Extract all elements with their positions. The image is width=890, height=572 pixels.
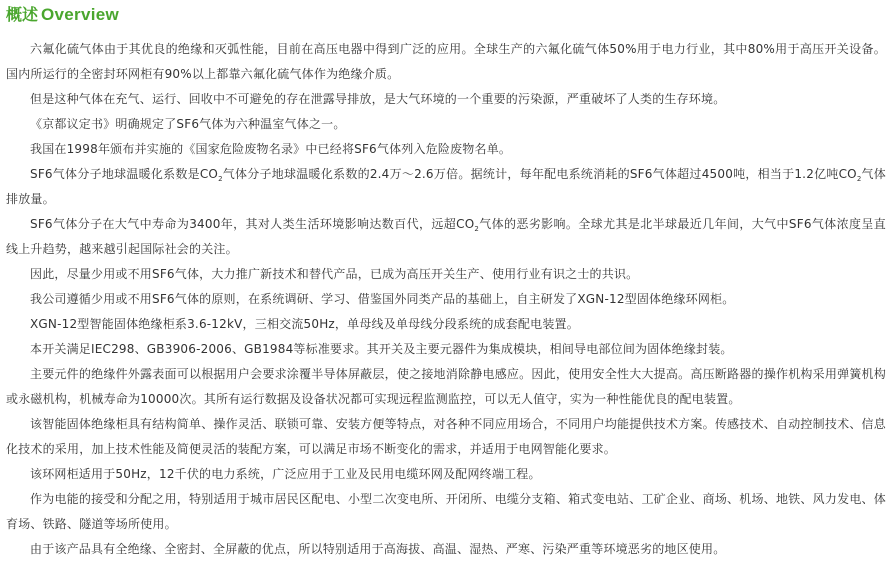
subscript: 2 [218, 175, 223, 183]
paragraph-insulation-safety: 主要元件的绝缘件外露表面可以根据用户会要求涂覆半导体屏蔽层，使之接地消除静电感应。因此，使用安全性大大提高。高压断路器的操作机构采用弹簧机构或永磁机构，机械寿命为10000次。其所有运行数据及设备状况都可实现远程监测监控，可以无人值守，实为一种性能优良的配电装置。 [6, 367, 886, 406]
text-segment: SF6气体分子地球温暖化系数是CO [30, 167, 219, 181]
paragraph-standards: 本开关满足IEC298、GB3906-2006、GB1984等标准要求。其开关及主要元器件为集成模块，相间导电部位间为固体绝缘封装。 [30, 342, 733, 356]
paragraph-features: 该智能固体绝缘柜具有结构简单、操作灵活、联锁可靠、安装方便等特点，对各种不同应用场合，不同用户均能提供技术方案。传感技术、自动控制技术、信息化技术的采用，加上技术性能及简便灵活的装配方案，可以满足市场不断变化的需求，并适用于电网智能化要求。 [6, 417, 886, 456]
subscript: 2 [856, 175, 862, 183]
paragraph-company-development: 我公司遵循少用或不用SF6气体的原则，在系统调研、学习、借鉴国外同类产品的基础上，自主研发了XGN-12型固体绝缘环网柜。 [30, 292, 735, 306]
heading-chinese: 概述 [6, 5, 39, 24]
paragraph-warming-coefficient [6, 162, 886, 212]
text-segment: 气体分子地球温暖化系数的2.4万～2.6万倍。据统计，每年配电系统消耗的SF6气体超过4500吨，相当于1.2亿吨CO [222, 167, 857, 181]
paragraph-application-scenarios: 作为电能的接受和分配之用，特别适用于城市居民区配电、小型二次变电所、开闭所、电缆分支箱、箱式变电站、工矿企业、商场、机场、地铁、风力发电、体育场、铁路、隧道等场所使用。 [6, 492, 886, 531]
paragraph-leak-pollution: 但是这种气体在充气、运行、回收中不可避免的存在泄露导排放，是大气环境的一个重要的污染源，严重破坏了人类的生存环境。 [30, 92, 726, 106]
text-segment: SF6气体分子在大气中寿命为3400年，其对人类生活环境影响达数百代，远超CO [30, 217, 475, 231]
paragraph-environment: 由于该产品具有全绝缘、全密封、全屏蔽的优点，所以特别适用于高海拔、高温、湿热、严寒、污染严重等环境恶劣的地区使用。 [30, 542, 726, 556]
subscript: 2 [474, 225, 479, 233]
text-segment: 气体的恶劣影响。全球尤其是北半球最近几年间，大气中SF6气体浓度呈直线上升趋势，越来越引起国际社会的关注。 [6, 217, 886, 256]
paragraph-hazardous-list: 我国在1998年颁布并实施的《国家危险废物名录》中已经将SF6气体列入危险废物名单。 [30, 142, 512, 156]
paragraph-product-spec: XGN-12型智能固体绝缘柜系3.6-12kV，三相交流50Hz，单母线及单母线分段系统的成套配电装置。 [30, 317, 579, 331]
text-segment: 气体排放量。 [6, 167, 886, 206]
paragraph-sf6-usage: 六氟化硫气体由于其优良的绝缘和灭弧性能，目前在高压电器中得到广泛的应用。全球生产的六氟化硫气体50%用于电力行业，其中80%用于高压开关设备。国内所运行的全密封环网柜有90%以上都靠六氟化硫气体作为绝缘介质。 [6, 42, 886, 81]
overview-content [6, 37, 886, 562]
heading-english: Overview [41, 5, 120, 24]
section-heading [6, 5, 119, 25]
paragraph-kyoto-protocol: 《京都议定书》明确规定了SF6气体为六种温室气体之一。 [30, 117, 346, 131]
paragraph-atmospheric-lifetime [6, 212, 886, 262]
paragraph-consensus: 因此，尽量少用或不用SF6气体，大力推广新技术和替代产品，已成为高压开关生产、使用行业有识之士的共识。 [30, 267, 639, 281]
paragraph-applicable-system: 该环网柜适用于50Hz，12千伏的电力系统，广泛应用于工业及民用电缆环网及配网终端工程。 [30, 467, 541, 481]
